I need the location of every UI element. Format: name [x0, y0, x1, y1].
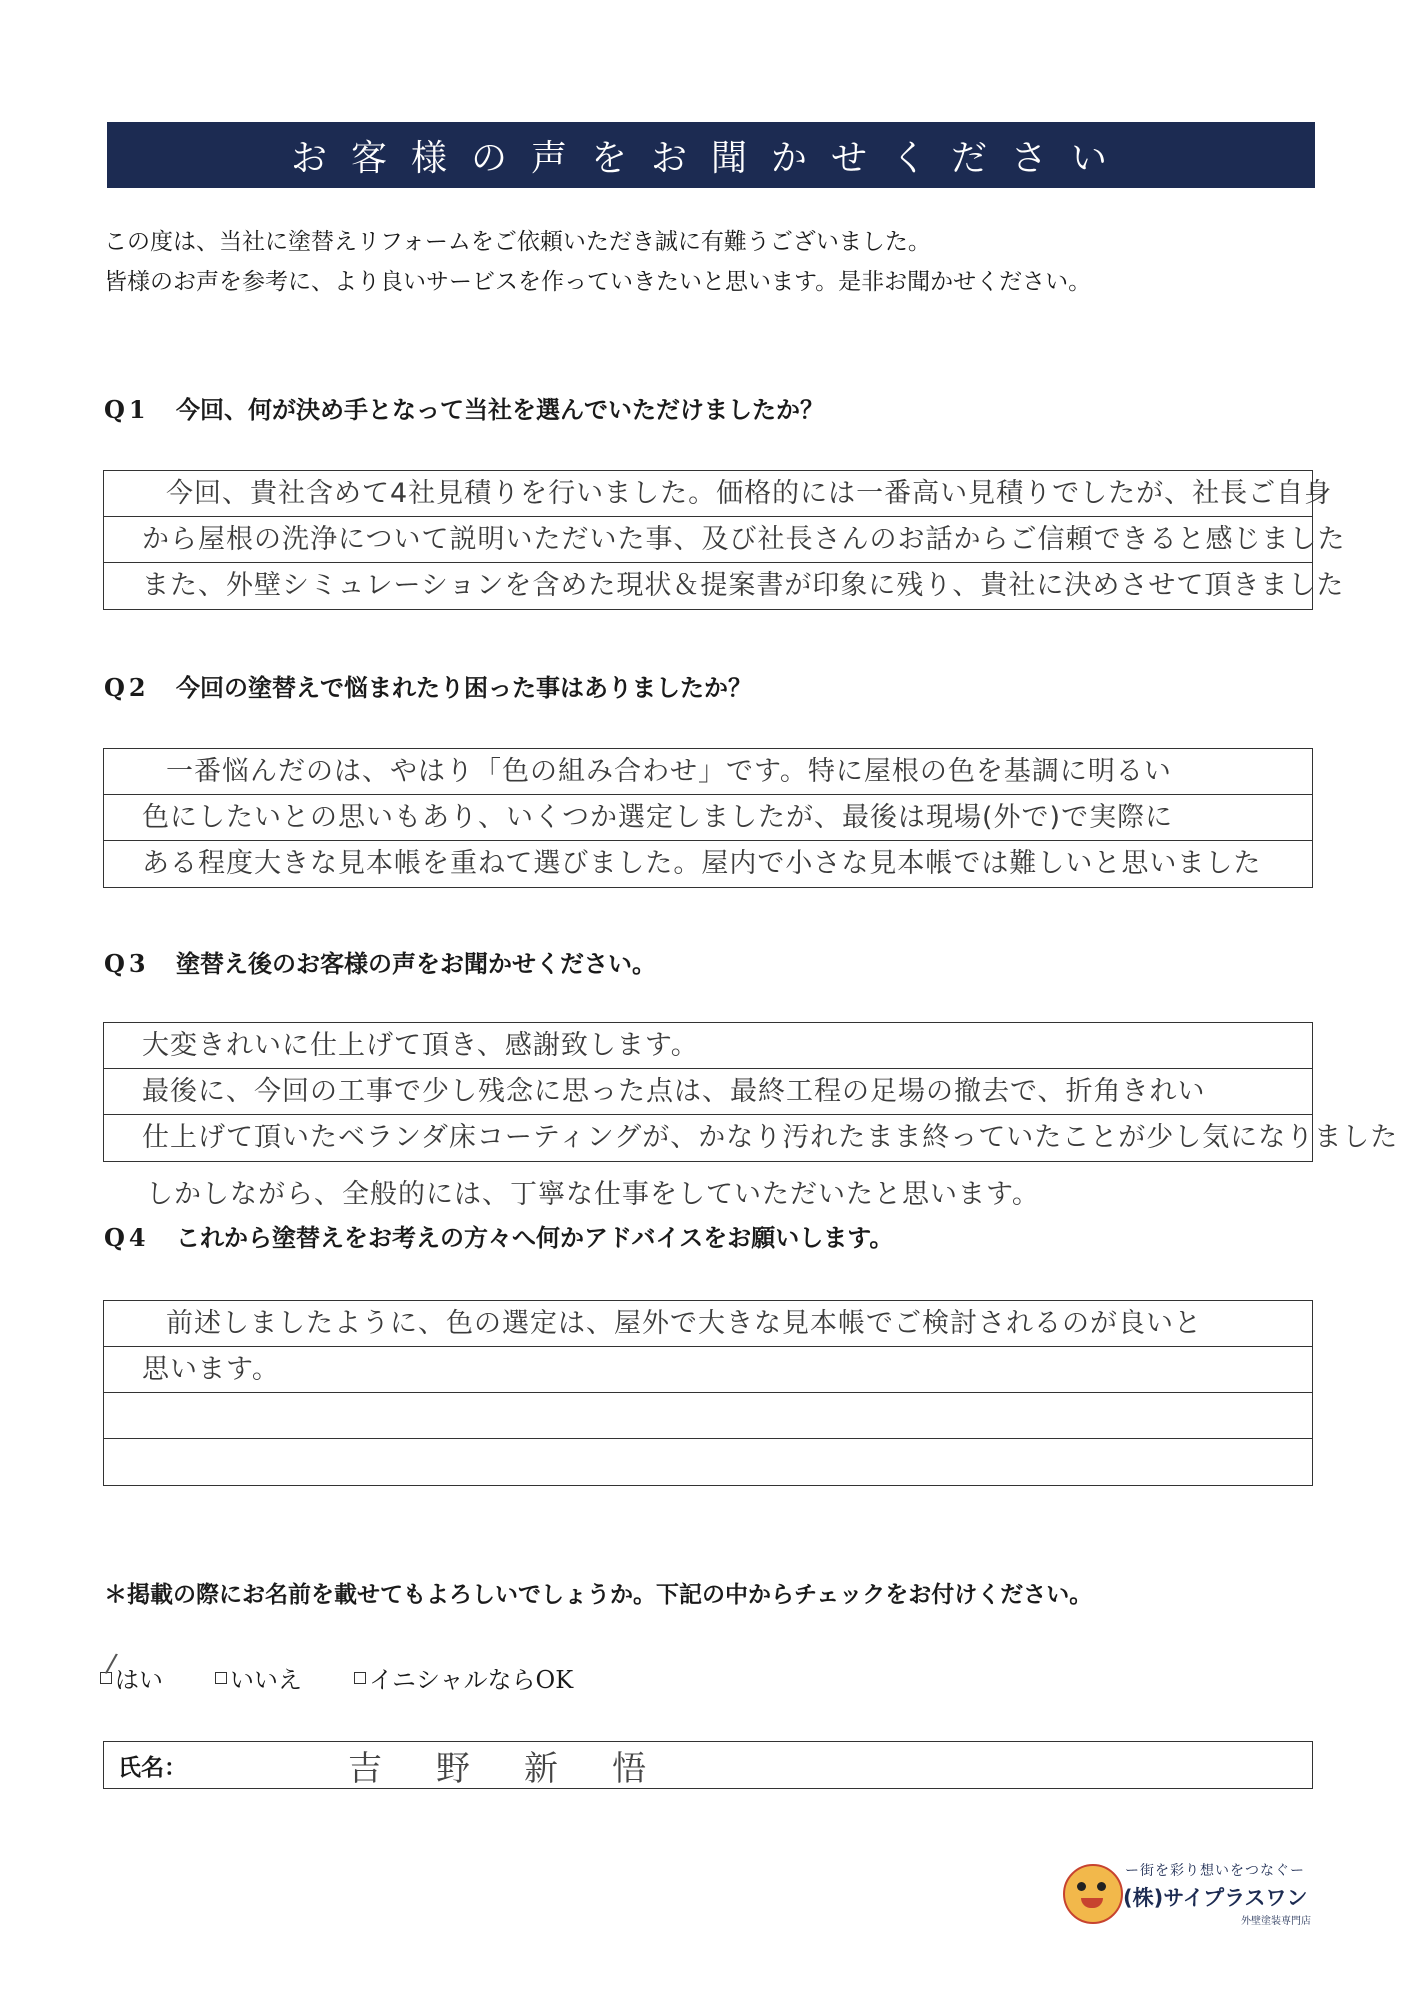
option-yes[interactable] — [100, 1647, 163, 1695]
answer-line: 思います。 — [104, 1347, 1312, 1393]
question-number: Q2 — [104, 673, 150, 702]
question-number: Q3 — [104, 949, 150, 978]
checkbox-initials[interactable] — [354, 1672, 366, 1684]
question-text: これから塗替えをお考えの方々へ何かアドバイスをお願いします。 — [176, 1223, 894, 1252]
answer-line — [104, 1439, 1312, 1485]
intro-line-2: 皆様のお声を参考に、より良いサービスを作っていきたいと思います。是非お聞かせください。 — [104, 269, 1092, 295]
question-2 — [104, 668, 752, 703]
answer-line: また、外壁シミュレーションを含めた現状＆提案書が印象に残り、貴社に決めさせて頂きました — [142, 570, 1345, 601]
name-field[interactable] — [103, 1741, 1313, 1789]
answer-line: 大変きれいに仕上げて頂き、感謝致します。 — [104, 1023, 1312, 1069]
consent-options — [100, 1647, 574, 1695]
answer-line: 今回、貴社含めて4社見積りを行いました。価格的には一番高い見積りでしたが、社長ご自身 — [104, 471, 1312, 517]
option-no-label: いいえ — [230, 1666, 302, 1694]
company-logo — [1063, 1858, 1323, 1930]
question-text: 塗替え後のお客様の声をお聞かせください。 — [176, 949, 656, 978]
answer-line: 前述しましたように、色の選定は、屋外で大きな見本帳でご検討されるのが良いと — [104, 1301, 1312, 1347]
answer-line: 仕上げて頂いたベランダ床コーティングが、かなり汚れたまま終っていたことが少し気になりました — [142, 1122, 1399, 1153]
question-number: Q4 — [104, 1223, 150, 1252]
question-text: 今回、何が決め手となって当社を選んでいただけましたか？ — [176, 395, 824, 424]
page-title: お客様の声をお聞かせください — [107, 122, 1315, 188]
question-3 — [104, 944, 656, 979]
consent-notice: ＊掲載の際にお名前を載せてもよろしいでしょうか。下記の中からチェックをお付けください。 — [104, 1581, 1093, 1608]
answer-box-q3 — [103, 1022, 1399, 1162]
option-no[interactable] — [215, 1660, 302, 1695]
question-1 — [104, 390, 824, 425]
name-value: 吉野新悟 — [348, 1748, 700, 1789]
checkbox-yes[interactable] — [100, 1647, 119, 1684]
answer-line — [104, 1393, 1312, 1439]
option-initials-label: イニシャルならOK — [369, 1666, 574, 1694]
option-yes-label: はい — [115, 1666, 163, 1694]
answer-line: 最後に、今回の工事で少し残念に思った点は、最終工程の足場の撤去で、折角きれい — [104, 1069, 1312, 1115]
intro-text — [104, 222, 1324, 302]
answer-line: ある程度大きな見本帳を重ねて選びました。屋内で小さな見本帳では難しいと思いました — [142, 848, 1262, 879]
logo-subtitle: 外壁塗装専門店 — [1241, 1916, 1311, 1927]
name-label: 氏名： — [118, 1753, 187, 1781]
option-initials[interactable] — [354, 1660, 573, 1695]
answer-extra-line: しかしながら、全般的には、丁寧な仕事をしていただいたと思います。 — [146, 1179, 1040, 1210]
answer-box-q4 — [103, 1300, 1313, 1486]
logo-slogan: ー街を彩り想いをつなぐー — [1125, 1863, 1305, 1879]
question-number: Q1 — [104, 395, 150, 424]
answer-box-q2 — [103, 748, 1313, 888]
question-4 — [104, 1218, 893, 1253]
checkbox-no[interactable] — [215, 1672, 227, 1684]
mascot-icon — [1063, 1864, 1123, 1924]
intro-line-1: この度は、当社に塗替えリフォームをご依頼いただき誠に有難うございました。 — [104, 229, 931, 255]
answer-line: から屋根の洗浄について説明いただいた事、及び社長さんのお話からご信頼できると感じました — [104, 517, 1312, 563]
answer-line: 色にしたいとの思いもあり、いくつか選定しましたが、最後は現場(外で)で実際に — [104, 795, 1312, 841]
logo-company-name: (株)サイプラスワン — [1123, 1886, 1308, 1910]
answer-line: 一番悩んだのは、やはり「色の組み合わせ」です。特に屋根の色を基調に明るい — [104, 749, 1312, 795]
question-text: 今回の塗替えで悩まれたり困った事はありましたか？ — [176, 673, 752, 702]
answer-box-q1 — [103, 470, 1346, 610]
checkmark-icon: / — [103, 1647, 119, 1680]
